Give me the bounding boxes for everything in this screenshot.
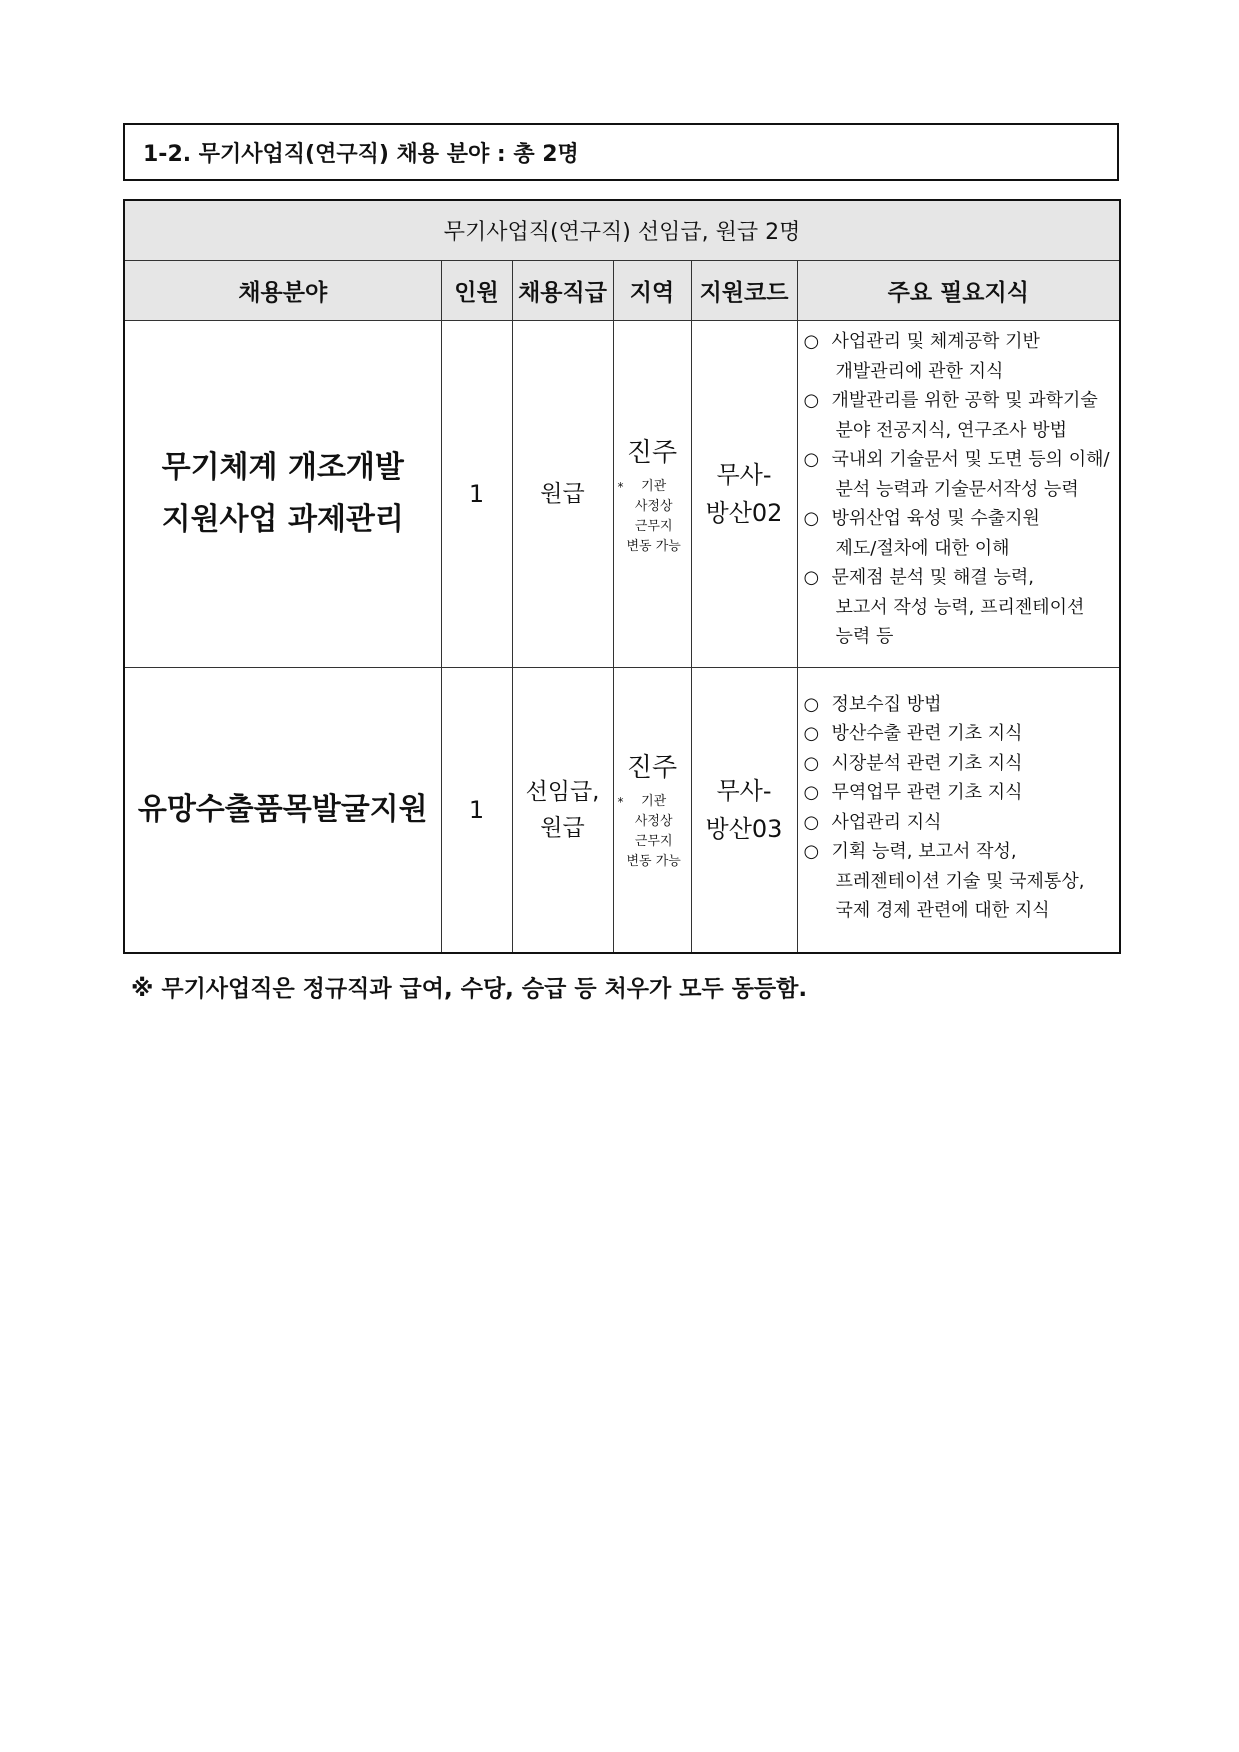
note-line: 근무지 [634,834,673,850]
knowledge-line: 분석 능력과 기술문서작성 능력 [835,478,1079,500]
rank-cell [512,321,613,668]
knowledge-line: 분야 전공지식, 연구조사 방법 [835,419,1068,441]
header-count: 인원 [441,261,512,321]
knowledge-item [804,837,1120,926]
knowledge-item [804,778,1120,808]
circle-bullet-icon: ○ [803,723,820,745]
rank-line: 원급 [540,481,585,508]
region-cell [613,667,691,953]
header-rank: 채용직급 [512,261,613,321]
circle-bullet-icon: ○ [803,811,820,833]
knowledge-line: 프레젠테이션 기술 및 국제통상, [835,870,1085,892]
header-region: 지역 [613,261,691,321]
count-cell: 1 [441,667,512,953]
code-cell [691,667,797,953]
code-line: 무사- [716,776,772,805]
knowledge-line: 시장분석 관련 기초 지식 [831,752,1023,774]
code-line: 방산02 [705,499,783,528]
circle-bullet-icon: ○ [803,567,820,589]
table-band-title: 무기사업직(연구직) 선임급, 원급 2명 [124,200,1120,261]
field-cell [124,667,441,953]
recruitment-table [123,199,1121,954]
knowledge-line: 사업관리 지식 [831,811,942,833]
note-line: 기관 [641,794,667,810]
circle-bullet-icon: ○ [803,508,820,530]
region-name: 진주 [626,437,678,468]
knowledge-line: 사업관리 및 체계공학 기반 [831,331,1040,353]
section-heading: 1-2. 무기사업직(연구직) 채용 분야 : 총 2명 [123,123,1119,181]
note-line: 기관 [641,478,667,494]
knowledge-item [804,327,1120,386]
knowledge-line: 제도/절차에 대한 이해 [835,537,1010,559]
knowledge-item [804,808,1120,838]
table-row [124,321,1120,668]
knowledge-line: 방산수출 관련 기초 지식 [831,723,1023,745]
field-line: 지원사업 과제관리 [161,502,404,538]
table-header-row [124,261,1120,321]
circle-bullet-icon: ○ [803,782,820,804]
field-line: 유망수출품목발굴지원 [137,791,428,827]
knowledge-line: 무역업무 관련 기초 지식 [831,782,1023,804]
knowledge-line: 개발관리에 관한 지식 [835,360,1004,382]
code-line: 방산03 [705,814,783,843]
table-row [124,667,1120,953]
knowledge-line: 개발관리를 위한 공학 및 과학기술 [831,390,1098,412]
field-cell [124,321,441,668]
knowledge-line: 정보수집 방법 [831,693,942,715]
knowledge-line: 문제점 분석 및 해결 능력, [831,567,1034,589]
knowledge-item [804,719,1120,749]
knowledge-item [804,690,1120,720]
region-name: 진주 [626,753,678,784]
note-line: 변동 가능 [626,538,681,554]
note-line: 사정상 [634,498,673,514]
knowledge-line: 국내외 기술문서 및 도면 등의 이해/ [831,449,1110,471]
header-code: 지원코드 [691,261,797,321]
knowledge-item [804,386,1120,445]
circle-bullet-icon: ○ [803,331,820,353]
count-cell: 1 [441,321,512,668]
field-line: 무기체계 개조개발 [161,450,404,486]
note-asterisk: * [617,795,624,810]
knowledge-line: 능력 등 [835,626,894,648]
rank-cell [512,667,613,953]
note-line: 사정상 [634,814,673,830]
knowledge-item [804,563,1120,652]
circle-bullet-icon: ○ [803,449,820,471]
knowledge-item [804,749,1120,779]
knowledge-line: 보고서 작성 능력, 프리젠테이션 [835,596,1085,618]
circle-bullet-icon: ○ [803,693,820,715]
header-field: 채용분야 [124,261,441,321]
knowledge-line: 국제 경제 관련에 대한 지식 [835,900,1050,922]
circle-bullet-icon: ○ [803,752,820,774]
note-asterisk: * [617,479,624,494]
knowledge-cell [797,321,1120,668]
circle-bullet-icon: ○ [803,841,820,863]
knowledge-cell [797,667,1120,953]
note-line: 근무지 [634,518,673,534]
region-note [614,792,691,872]
code-cell [691,321,797,668]
header-knowledge: 주요 필요지식 [797,261,1120,321]
region-note [614,477,691,557]
rank-line: 선임급, [525,778,600,805]
region-cell [613,321,691,668]
knowledge-line: 방위산업 육성 및 수출지원 [831,508,1040,530]
rank-line: 원급 [540,814,585,841]
knowledge-line: 기획 능력, 보고서 작성, [831,841,1017,863]
note-line: 변동 가능 [626,854,681,870]
knowledge-item [804,504,1120,563]
circle-bullet-icon: ○ [803,390,820,412]
knowledge-item [804,445,1120,504]
footnote: ※ 무기사업직은 정규직과 급여, 수당, 승급 등 처우가 모두 동등함. [131,976,808,1002]
code-line: 무사- [716,461,772,490]
